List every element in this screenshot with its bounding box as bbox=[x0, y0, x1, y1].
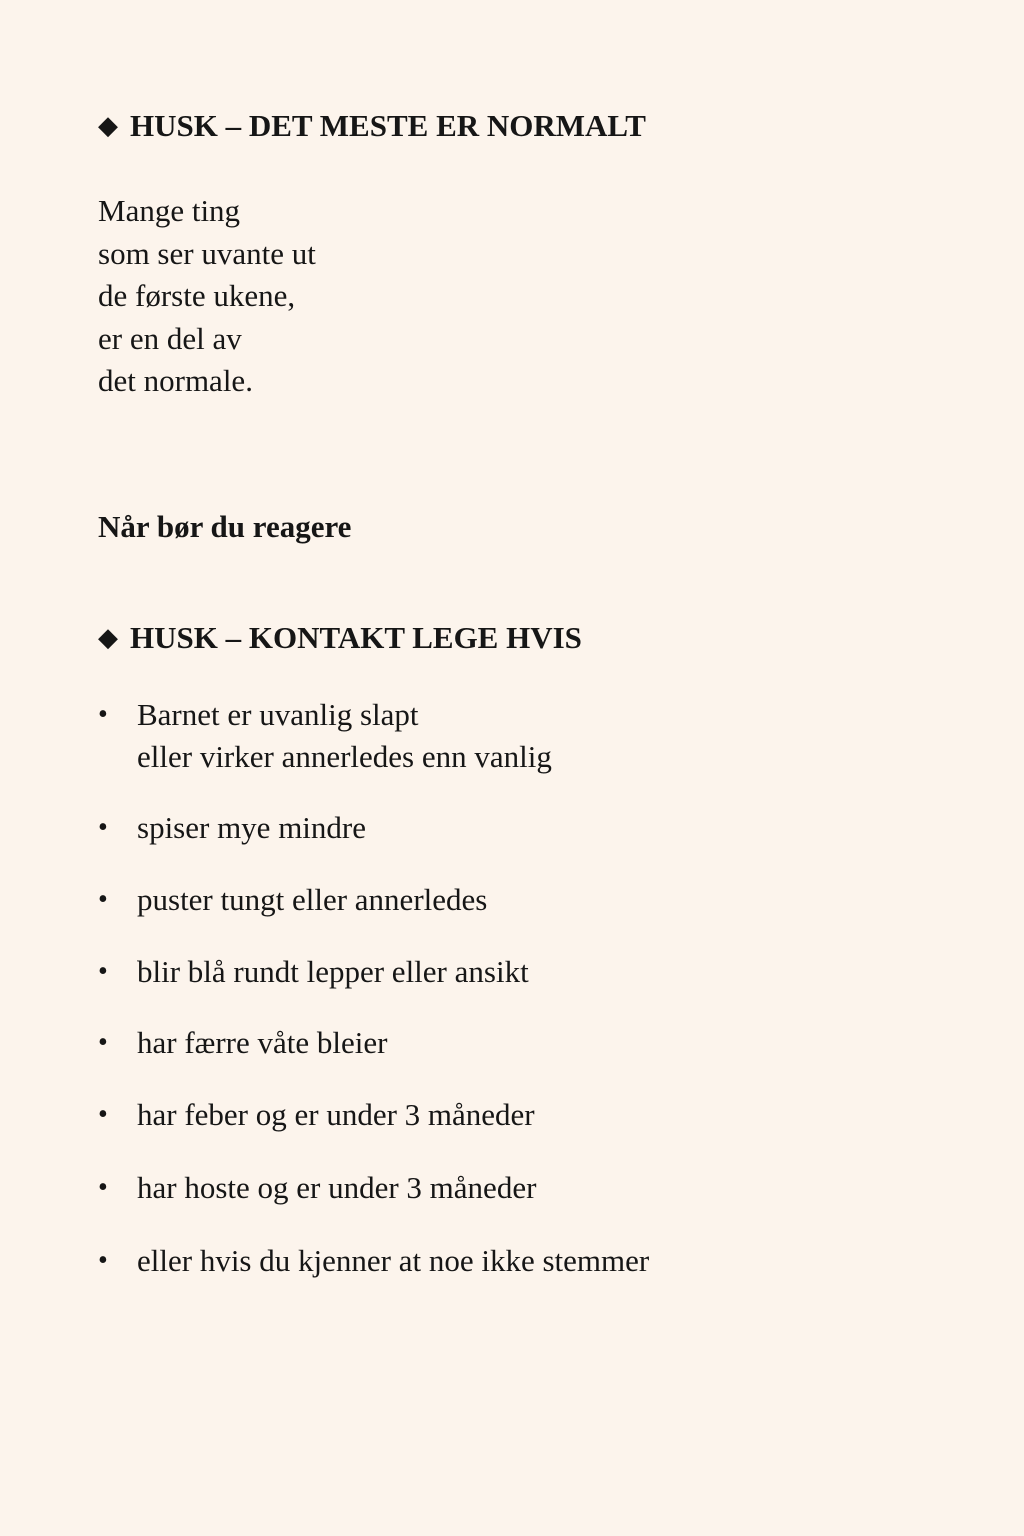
list-item bbox=[98, 1240, 649, 1282]
section-heading-normal bbox=[98, 108, 646, 144]
intro-line: som ser uvante ut bbox=[98, 235, 316, 271]
bullet-dot-icon: • bbox=[98, 812, 108, 843]
list-item bbox=[98, 879, 487, 921]
list-item bbox=[98, 694, 552, 778]
list-item-text: spiser mye mindre bbox=[137, 810, 367, 845]
diamond-bullet-icon: ◆ bbox=[98, 623, 118, 652]
list-item bbox=[98, 1094, 535, 1136]
list-item-text: har feber og er under 3 måneder bbox=[137, 1097, 535, 1132]
heading-text: HUSK – KONTAKT LEGE HVIS bbox=[130, 620, 582, 655]
bullet-dot-icon: • bbox=[98, 699, 108, 730]
list-item bbox=[98, 951, 529, 993]
intro-line: er en del av bbox=[98, 320, 242, 356]
bullet-dot-icon: • bbox=[98, 1172, 108, 1203]
list-item bbox=[98, 807, 366, 849]
list-item-text: Barnet er uvanlig slapt bbox=[137, 697, 419, 732]
bullet-dot-icon: • bbox=[98, 1099, 108, 1130]
bullet-dot-icon: • bbox=[98, 884, 108, 915]
list-item bbox=[98, 1022, 387, 1064]
section-heading-contact-doctor bbox=[98, 620, 582, 656]
bullet-dot-icon: • bbox=[98, 1245, 108, 1276]
heading-text: HUSK – DET MESTE ER NORMALT bbox=[130, 108, 646, 143]
bullet-dot-icon: • bbox=[98, 956, 108, 987]
bullet-dot-icon: • bbox=[98, 1027, 108, 1058]
list-item-text: blir blå rundt lepper eller ansikt bbox=[137, 954, 529, 989]
intro-paragraph bbox=[98, 190, 316, 403]
list-item-text: puster tungt eller annerledes bbox=[137, 882, 488, 917]
subheading-when-to-react: Når bør du reagere bbox=[98, 509, 352, 544]
intro-line: de første ukene, bbox=[98, 278, 296, 313]
list-item-text: har færre våte bleier bbox=[137, 1025, 388, 1060]
list-item-text: har hoste og er under 3 måneder bbox=[137, 1170, 537, 1205]
list-item-text: eller virker annerledes enn vanlig bbox=[137, 739, 552, 774]
intro-line: Mange ting bbox=[98, 193, 241, 228]
diamond-bullet-icon: ◆ bbox=[98, 111, 118, 140]
list-item bbox=[98, 1167, 536, 1209]
intro-line: det normale. bbox=[98, 363, 253, 398]
list-item-text: eller hvis du kjenner at noe ikke stemmer bbox=[137, 1243, 650, 1278]
